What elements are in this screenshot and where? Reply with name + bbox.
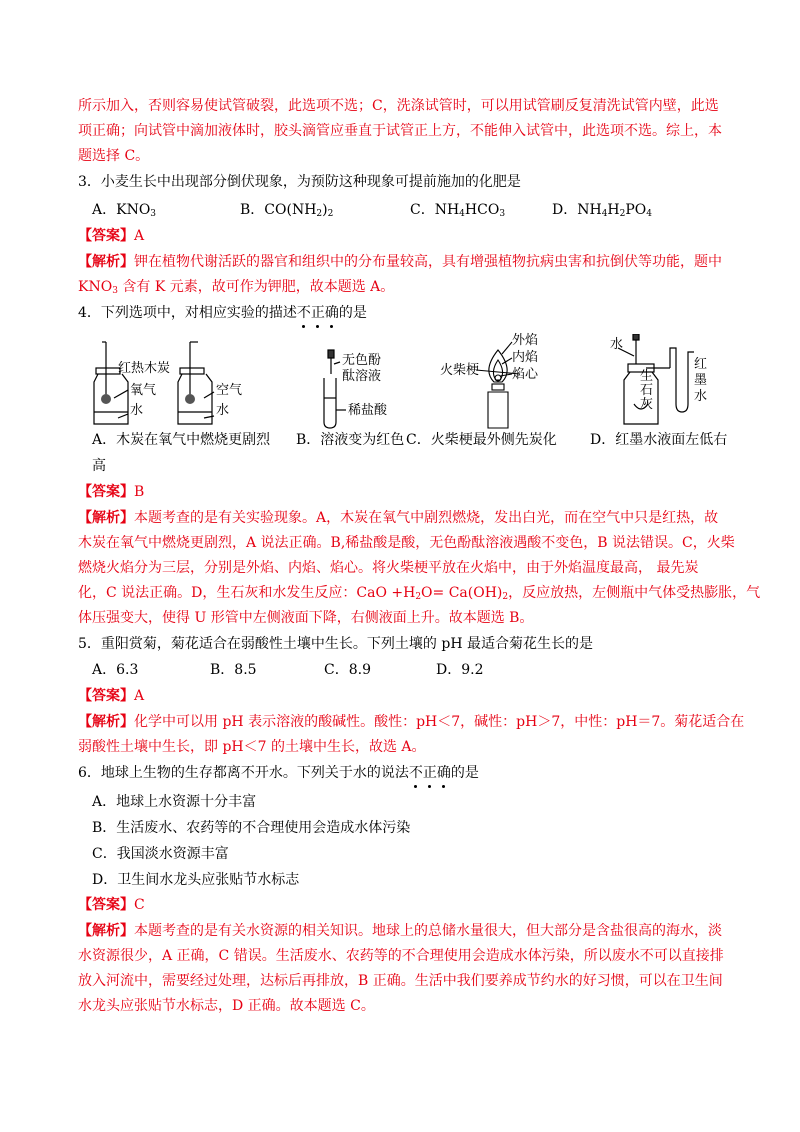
label-outer-flame: 外焰	[512, 333, 539, 348]
q3-options	[92, 200, 732, 220]
q3-answer: 【答案】A	[78, 228, 145, 244]
label-matchstick: 火柴梗	[440, 363, 480, 378]
intro-line-2: 项正确；向试管中滴加液体时，胶头滴管应垂直于试管正上方，不能伸入试管中，此选项不选。综上，本	[78, 123, 722, 139]
label-water-left: 水	[130, 403, 144, 418]
label-ink-1: 红	[694, 357, 708, 372]
q4-analysis-line-1: 【解析】本题考查的是有关实验现象。A，木炭在氧气中剧烈燃烧，发出白光，而在空气中只是红热，故	[78, 510, 719, 526]
intro-line-1: 所示加入，否则容易使试管破裂，此选项不选；C，洗涤试管时，可以用试管刷反复清洗试管内壁，此选	[78, 98, 719, 114]
q6-stem: 6．地球上生物的生存都离不开水。下列关于水的说法不正确的是	[78, 765, 479, 781]
q6-analysis-line-2: 水资源很少，A 正确，C 错误。生活废水、农药等的不合理使用会造成水体污染，所以废水不可以直接排	[78, 948, 724, 964]
q5-option-d: D．9.2	[436, 662, 484, 678]
q5-option-a: A．6.3	[92, 662, 139, 678]
figure-b-test-tube	[320, 348, 410, 430]
q4-option-a: A．木炭在氧气中燃烧更剧烈	[92, 432, 271, 448]
label-ink-3: 水	[694, 389, 708, 404]
figure-a-charcoal-jars	[88, 340, 243, 430]
label-water-right: 水	[216, 403, 230, 418]
q3-option-a: A．$KNO_3$	[92, 202, 157, 219]
q5-answer: 【答案】A	[78, 688, 145, 704]
label-phenolphthalein-2: 酞溶液	[342, 369, 382, 384]
label-oxygen: 氧气	[130, 383, 157, 398]
q6-answer: 【答案】C	[78, 897, 145, 913]
q4-option-c: C．火柴梗最外侧先炭化	[406, 432, 557, 448]
q6-option-a: A．地球上水资源十分丰富	[92, 794, 257, 810]
q5-option-c: C．8.9	[324, 662, 371, 678]
q4-option-d-continued: 高	[92, 458, 106, 474]
label-air: 空气	[216, 383, 243, 398]
q6-option-c: C．我国淡水资源丰富	[92, 846, 229, 862]
figure-c-flame	[440, 334, 580, 430]
q3-option-d: D．$NH_4H_2PO_4$	[552, 202, 653, 219]
q5-options	[92, 660, 492, 680]
figure-d-u-tube	[604, 334, 724, 430]
q3-option-c: C．$NH_4HCO_3$	[410, 202, 506, 219]
q6-analysis-line-4: 水龙头应张贴节水标志，D 正确。故本题选 C。	[78, 998, 375, 1014]
q6-option-b: B．生活废水、农药等的不合理使用会造成水体污染	[92, 820, 411, 836]
q4-answer: 【答案】B	[78, 484, 145, 500]
q6-analysis-line-3: 放入河流中，需要经过处理，达标后再排放，B 正确。生活中我们要养成节约水的好习惯，可以在卫生间	[78, 973, 723, 989]
q4-option-d: D．红墨水液面左低右	[590, 432, 728, 448]
label-lime-2: 石	[640, 383, 654, 398]
q3-option-b: B．$CO(NH_2)_2$	[240, 202, 334, 219]
q4-analysis-line-4: 化，C 说法正确。D，生石灰和水发生反应：CaO $+H_2O= Ca(OH)_2$，反应放热，左侧瓶中气体受热膨胀，气	[78, 585, 761, 602]
label-flame-core: 焰心	[512, 367, 539, 382]
q4-analysis-line-5: 体压强变大，使得 U 形管中左侧液面下降，右侧液面上升。故本题选 B。	[78, 610, 534, 626]
q3-analysis-line-1: 【解析】钾在植物代谢活跃的器官和组织中的分布量较高，具有增强植物抗病虫害和抗倒伏等功能，题中	[78, 254, 722, 270]
q6-option-d: D．卫生间水龙头应张贴节水标志	[92, 872, 300, 888]
q5-option-b: B．8.5	[210, 662, 257, 678]
q5-stem: 5．重阳赏菊，菊花适合在弱酸性土壤中生长。下列土壤的 pH 最适合菊花生长的是	[78, 636, 593, 652]
label-inner-flame: 内焰	[512, 350, 539, 365]
label-lime-3: 灰	[640, 397, 654, 412]
q3-stem: 3．小麦生长中出现部分倒伏现象，为预防这种现象可提前施加的化肥是	[78, 174, 521, 190]
q4-analysis-line-3: 燃烧火焰分为三层，分别是外焰、内焰、焰心。将火柴梗平放在火焰中，由于外焰温度最高， 最先炭	[78, 560, 699, 576]
q3-analysis-line-2: $KNO_3$ 含有 K 元素，故可作为钾肥，故本题选 A。	[78, 279, 395, 296]
q4-analysis-line-2: 木炭在氧气中燃烧更剧烈，A 说法正确。B,稀盐酸是酸，无色酚酞溶液遇酸不变色，B 说法错误。C，火柴	[78, 535, 735, 551]
q6-analysis-line-1: 【解析】本题考查的是有关水资源的相关知识。地球上的总储水量很大，但大部分是含盐很高的海水，淡	[78, 923, 722, 939]
label-water: 水	[610, 337, 624, 352]
q4-option-b: B．溶液变为红色	[296, 432, 405, 448]
label-hot-charcoal: 红热木炭	[118, 361, 171, 376]
q4-stem: 4．下列选项中，对相应实验的描述不正确的是	[78, 305, 367, 321]
label-phenolphthalein-1: 无色酚	[342, 353, 382, 368]
label-ink-2: 墨	[694, 373, 708, 388]
q5-analysis-line-1: 【解析】化学中可以用 pH 表示溶液的酸碱性。酸性：pH＜7，碱性：pH＞7，中性：pH＝7。菊花适合在	[78, 714, 745, 730]
label-dilute-hcl: 稀盐酸	[348, 403, 388, 418]
intro-line-3: 题选择 C。	[78, 148, 150, 164]
q5-analysis-line-2: 弱酸性土壤中生长，即 pH＜7 的土壤中生长，故选 A。	[78, 739, 426, 755]
label-lime-1: 生	[640, 369, 654, 384]
flame-drawing	[440, 334, 580, 430]
